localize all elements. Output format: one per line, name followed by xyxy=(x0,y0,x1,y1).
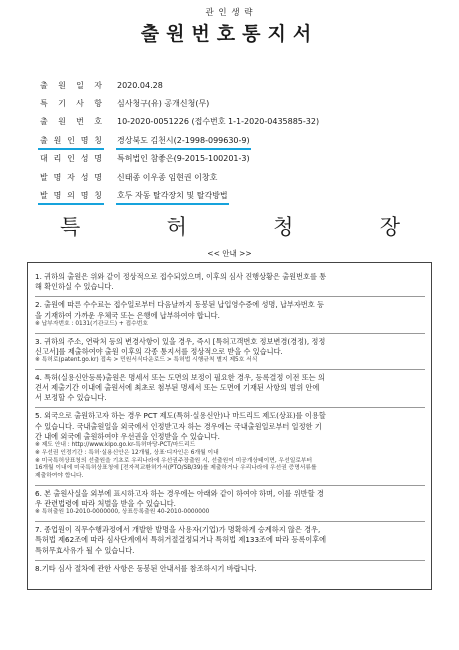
notice-item xyxy=(35,408,425,486)
info-row xyxy=(40,150,440,168)
field-label-char: 번 xyxy=(76,117,84,127)
field-label-char: 명 xyxy=(53,191,62,201)
info-row xyxy=(40,131,440,149)
field-label xyxy=(40,98,102,109)
field-label-char: 출 xyxy=(40,117,48,127)
notice-item xyxy=(35,522,425,561)
field-label xyxy=(40,172,102,183)
field-label-char: 호 xyxy=(94,117,102,127)
field-label-char: 출 xyxy=(40,80,48,90)
info-row xyxy=(40,186,440,204)
document-title: 출원번호통지서 xyxy=(140,23,319,45)
info-row xyxy=(40,168,440,186)
notice-footnote: ※ 제도 안내 : http://www.kipo.go.kr-특허마당-PCT/마드리드 ※ 우선권 인정기간 : 특허·실용신안은 12개월, 상표·디자인은 6개월 이내 ※ 미국특허상표청의 선출원을 기초로 우리나라에 우선권주장출원 시, 선출원이 미공개상태이면, 우선일로부터 16개월 이내에 미국특허상표청에 [전자적교환허가서(PTO/SB/39)를 제출하거나 우리나라에 우선권 증명서류를 제출하여야 합니다. xyxy=(35,442,317,480)
info-row xyxy=(40,113,440,131)
notice-item xyxy=(35,561,425,578)
field-label-char: 명 xyxy=(94,172,102,182)
info-row xyxy=(40,76,440,94)
notice-text: 6. 본 출원사실을 외부에 표시하고자 하는 경우에는 아래와 같이 하여야 하며, 이를 위반할 경 우 관련법령에 따라 처벌을 받을 수 있습니다. xyxy=(35,489,324,509)
issuer-title-char: 청 xyxy=(273,215,294,239)
notice-text: 3. 귀하의 주소, 연락처 등의 변경사항이 있을 경우, 즉시 [특허고객번호 정보변경(경정), 정정 신고서]를 제출하여야 출원 이후의 각종 통지서를 정상적으로 받을 수 있습니다. xyxy=(35,336,326,356)
info-row xyxy=(40,94,440,112)
field-value: 2020.04.28 xyxy=(117,80,163,90)
field-value: 특허법인 참좋은(9-2015-100201-3) xyxy=(117,154,250,164)
field-label xyxy=(40,190,102,201)
notice-footnote: ※ 특허출원 10-2010-0000000, 상표등록출원 40-2010-0000000 xyxy=(35,509,210,516)
notice-item xyxy=(35,370,425,409)
field-label-char: 발 xyxy=(40,172,48,182)
field-label-char: 성 xyxy=(80,154,89,164)
notice-text: 7. 종업원이 직무수행과정에서 개발한 발명을 사용자(기업)가 명확하게 승계하지 않은 경우, 특허법 제62조에 따라 심사단계에서 특허거절결정되거나 특허법 제133조에 따라 등록이후에 특허무효사유가 될 수 있습니다. xyxy=(35,525,327,555)
field-value: 호두 자동 탈각장치 및 탈각방법 xyxy=(117,191,228,201)
notice-footnote: ※ 특허로(patent.go.kr) 접속 > 민원서식다운로드 > 특허법 시행규칙 별지 제5호 서식 xyxy=(35,357,258,364)
notice-box xyxy=(27,262,432,590)
field-value: 심사청구(유) 공개신청(무) xyxy=(117,99,210,109)
notice-footnote: ※ 납부자번호 : 0131(기관코드) + 접수번호 xyxy=(35,320,148,327)
field-label-char: 성 xyxy=(80,172,89,182)
field-label-char: 원 xyxy=(58,117,66,127)
stamp-omitted-note: 관 인 생 략 xyxy=(205,8,254,18)
notice-text: 2. 출원에 따른 수수료는 접수일로부터 다음날까지 동봉된 납입영수증에 성명, 납부자번호 등 을 기재하여 가까운 우체국 또는 은행에 납부하여야 합니다. xyxy=(35,300,324,320)
field-label-char: 원 xyxy=(53,135,62,145)
field-label-char: 의 xyxy=(67,191,75,201)
field-label-char: 발 xyxy=(40,191,48,201)
field-label-char: 명 xyxy=(53,172,62,182)
notice-item xyxy=(35,269,425,297)
field-label-char: 인 xyxy=(67,135,75,145)
field-label xyxy=(40,116,102,127)
issuer-title-char: 특 xyxy=(60,215,81,239)
notice-text: 5. 외국으로 출원하고자 하는 경우 PCT 제도(특허·실용신안)나 마드리드 제도(상표)를 이용할 수 있습니다. 국내출원일을 외국에서 인정받고자 하는 경우에는 국내출원일로부터 일정한 기 간 내에 외국에 출원하여야 우선권을 인정받을 수 있습니다. xyxy=(35,411,326,441)
guide-label: << 안내 >> xyxy=(207,249,252,258)
issuer-title xyxy=(60,211,400,241)
field-label-char: 일 xyxy=(76,80,84,90)
field-value: 경상북도 김천시(2-1998-099630-9) xyxy=(117,135,250,145)
field-label-char: 출 xyxy=(40,135,48,145)
field-label-char: 리 xyxy=(53,154,62,164)
field-label-char: 인 xyxy=(67,154,75,164)
notice-text: 8.기타 심사 절차에 관한 사항은 동봉된 안내서를 참조하시기 바랍니다. xyxy=(35,563,257,573)
application-info-table xyxy=(40,76,440,205)
notice-item xyxy=(35,334,425,370)
field-value: 신태종 이우종 임현권 이창호 xyxy=(117,172,218,182)
field-label-char: 명 xyxy=(80,135,89,145)
notice-text: 4. 특허(실용신안등록)출원은 명세서 또는 도면의 보정이 필요한 경우, 등록결정 이전 또는 의 견서 제출기간 이내에 출원서에 최초로 첨부된 명세서 또는 도면에 기재된 사항의 범위 안에 서 보정할 수 있습니다. xyxy=(35,372,325,403)
field-label xyxy=(40,153,102,164)
field-label-char: 명 xyxy=(80,191,89,201)
field-label-char: 원 xyxy=(58,80,66,90)
field-label-char: 사 xyxy=(76,99,84,109)
field-label-char: 자 xyxy=(67,172,75,182)
notice-text: 1. 귀하의 출원은 위와 같이 정상적으로 접수되었으며, 이후의 심사 진행상황은 출원번호를 통 해 확인하실 수 있습니다. xyxy=(35,272,327,292)
field-label-char: 항 xyxy=(94,99,102,109)
field-label-char: 명 xyxy=(94,154,102,164)
issuer-title-char: 장 xyxy=(379,215,400,239)
issuer-title-char: 허 xyxy=(166,215,187,239)
field-value: 10-2020-0051226 (접수번호 1-1-2020-0435885-32) xyxy=(117,117,320,127)
field-label-char: 대 xyxy=(40,154,48,164)
notice-item xyxy=(35,486,425,522)
field-label-char: 칭 xyxy=(94,135,102,145)
field-label-char: 특 xyxy=(40,99,48,109)
notice-item xyxy=(35,297,425,333)
field-label xyxy=(40,80,102,91)
field-label-char: 자 xyxy=(94,80,102,90)
field-label-char: 칭 xyxy=(94,191,102,201)
field-label xyxy=(40,135,102,146)
field-label-char: 기 xyxy=(58,99,66,109)
